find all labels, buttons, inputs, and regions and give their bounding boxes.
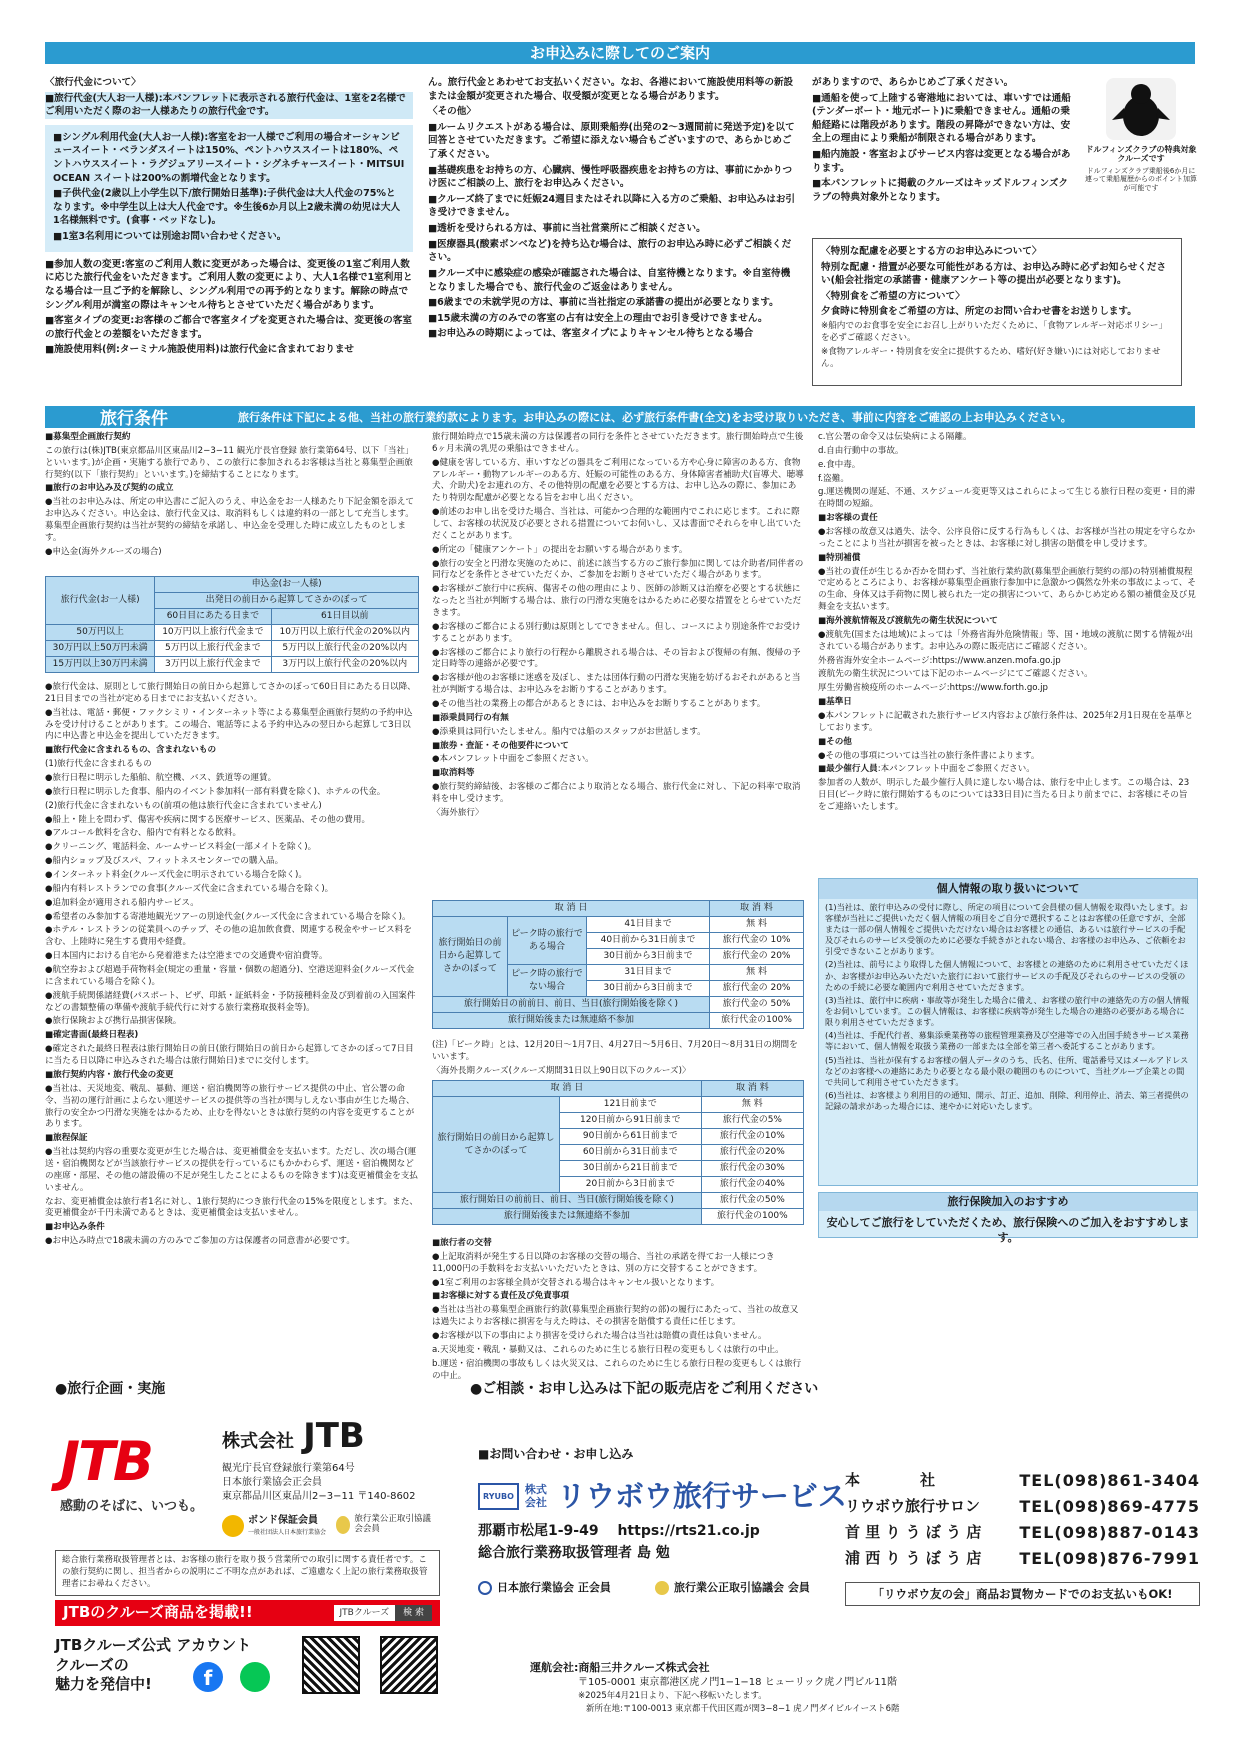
infection-text: ■クルーズ中に感染症の感染が確認された場合は、自室待機となります。※自室待機となりました場合でも、旅行代金のご返金はありません。 <box>428 267 791 293</box>
seller-manager: 総合旅行業務取扱管理者 島 勉 <box>478 1545 670 1561</box>
jata-icon <box>478 1581 492 1595</box>
friend-card-notice: 「リウボウ友の会」商品お買物カードでのお支払いもOK! <box>845 1582 1200 1606</box>
disease-text: ■基礎疾患をお持ちの方、心臓病、慢性呼吸器疾患をお持ちの方は、事前にかかりつけ医にご相談の上、旅行をお申込みください。 <box>428 164 793 190</box>
list-item: 首 里 り う ぼ う 店 TEL(098)887-0143 <box>845 1523 1200 1542</box>
seller-address-line: 那覇市松尾1-9-49 https://rts21.co.jp <box>478 1523 760 1539</box>
allergy-policy-text: ※船内でのお食事を安全にお召し上がりいただくために、「食物アレルギー対応ポリシー」を必ずご確認ください。 <box>821 321 1168 343</box>
dolphins-club-badge <box>1085 78 1197 192</box>
triple-room-text: ■1室3名利用については別途お問い合わせください。 <box>53 231 287 243</box>
conditions-column-2c: ■旅行者の交替 ●上記取消料が発生する日以降のお客様の交替の場合、当社の承諾を得てお一人様につき11,000円の手数料をお支払いいただいたときは、別の方に交替することができます。 ●1室ご利用のお客様全員が交替される場合はキャンセル扱いとなります。 ■お客様に対する責任及び免責事項 ●当社は当社の募集型企画旅行約款(募集型企画旅行契約の部)の履行にあたって、当社の故意又は過失によりお客様に損害を与えた時は、その損害を賠償する責任に任じます。 ●お客様が以下の事由により損害を受けられた場合は当社は賠償の責任は負いません。 a.天災地変・戦乱・暴動又は、これらのために生じる旅行日程の変更もしくは旅行の中止。 b.運送・宿泊機関の事故もしくは火災又は、これらのために生じる旅行日程の変更もしくは旅行の中止。 <box>432 1238 804 1384</box>
facility-fee-text: ■施設使用料(例:ターミナル施設使用料)は旅行代金に含まれておりませ <box>45 344 355 356</box>
privacy-box: 個人情報の取り扱いについて (1)当社は、旅行申込みの受付に際し、所定の項目について会員様の個人情報を取得いたします。お客様が当社にご提供いただく個人情報の項目をご自分で選択することはお客様の任意ですが、全部または一部の個人情報をご提供いただけない場合はお客様との通信、あるいは旅行サービスの手配及びそれらのサービス受領のために必要な手続きがとれない場合、お客様のお申込み、ご依頼をお引受できないことがあります。 (2)当社は、前号により取得した個人情報について、お客様との連絡のために利用させていただくほか、お客様がお申込みいただいた旅行において旅行サービスの手配及びそれらのサービスの受領のための手続に必要な範囲内で利用させていただきます。 (3)当社は、旅行中に疾病・事故等が発生した場合に備え、お客様の旅行中の連絡先の方の個人情報をお伺いしています。この個人情報は、お客様に疾病等が発生した場合の連絡の必要がある場合に限り利用させていただきます。 (4)当社は、手配代行者、募集添乗業務等の旅程管理業務及び空港等での入出国手続きサービス業務等において、個人情報を取扱う業務の一部または全部を第三者へ委託することがあります。 (5)当社は、当社が保有するお客様の個人データのうち、氏名、住所、電話番号又はメールアドレスなどのお客様への連絡にあたり必要となる最小限の範囲のものについて、当社グループ企業との間で共同して利用させていただきます。 (6)当社は、お客様より利用目的の通知、開示、訂正、追加、削除、利用停止、消去、第三者提供の記録の請求があった場合には、速やかに対応いたします。 <box>818 878 1198 1186</box>
table-row: 30日前から3日前まで 旅行代金の 20% <box>433 981 804 997</box>
jtb-logo-text: JTB <box>60 1430 153 1493</box>
substitute-heading: ■旅行者の交替 <box>432 1238 492 1248</box>
branch-list <box>845 1470 1200 1574</box>
room-type-change-text: ■客室タイプの変更:お客様のご都合で客室タイプを変更された場合は、変更後の客室の旅行代金との差額をいただきます。 <box>45 315 412 340</box>
jtb-company: 株式会社 JTB <box>222 1416 365 1456</box>
adult-price-note: ■旅行代金(大人お一人様):本パンフレットに表示される旅行代金は、1室を2名様でご利用いただく際のお一人様あたりの旅行代金です。 <box>45 92 413 119</box>
conditions-column-1 <box>45 432 419 561</box>
list-item: 浦 西 り う ぼ う 店 TEL(098)876-7991 <box>845 1549 1200 1568</box>
privacy-title: 個人情報の取り扱いについて <box>819 879 1197 899</box>
fair-trade-icon <box>336 1516 350 1534</box>
table-row: ピーク時の旅行でない場合 31日目まで 無 料 <box>433 965 804 981</box>
operator-info: 運航会社:商船三井クルーズ株式会社 〒105-0001 東京都港区虎ノ門1−1−18 ヒューリック虎ノ門ビル11階 ※2025年4月21日より、下記へ移転いたします。 新所在地:〒100-0013 東京都千代田区霞が関3−8−1 虎ノ門ダイビルイースト6階 <box>530 1661 900 1714</box>
dialysis-text: ■透析を受けられる方は、事前に当社営業所にご相談ください。 <box>428 223 706 235</box>
single-price-text: ■シングル利用代金(大人お一人様):客室をお一人様でご利用の場合オーシャンビュースイート・ベランダスイートは150%、ペントハウススイートは180%、ペントハウススイート・ラグジュアリースイート・シグネチャースイート・MITSUI OCEAN スイートは200%の割増代金となります。 <box>53 131 405 184</box>
facility-change-text: ■船内施設・客室およびサービス内容は変更となる場合があります。 <box>812 149 1071 174</box>
list-item: リウボウ旅行サロン TEL(098)869-4775 <box>845 1497 1200 1516</box>
table-row: 120日前から91日前まで 旅行代金の5% <box>433 1113 804 1129</box>
table-row: 60日前から31日前まで 旅行代金の20% <box>433 1145 804 1161</box>
long-cruise-cancel-table: 取 消 日 取 消 料 旅行開始日の前日から起算してさかのぼって 121日前まで 無 料 120日前から91日前まで 旅行代金の5% 90日前から61日前まで 旅行代金の10% 60日前から31日前まで 旅行代金の20% 30日前から21日前まで 旅行代金の30% 20日前から3日前まで 旅行代金の40% 旅行開始日の前前日、前日、当日(旅行開始後を除く) 旅行代金の50% 旅行開始後または無連絡不参加 旅行代金の100% <box>432 1080 804 1225</box>
application-text: ●当社のお申込みは、所定の申込書にご記入のうえ、申込金をお一人様あたり下記金額を添えてお申込みください。申込金は、旅行代金又は、取消料もしくは違約料の一部として充当します。募集型企画旅行契約は当社が契約の締結を承諾し、申込金を受理した時に成立したものとします。 <box>45 497 414 543</box>
tender-boat-text: ■通船を使って上陸する寄港地においては、車いすでは通船(テンダーボート・地元ボート)に乗船できません。通船の乗船経路には階段があります。階段の昇降ができない方は、安全上の理由により乗船が制限される場合があります。 <box>812 92 1071 145</box>
insurance-box <box>818 1192 1198 1245</box>
other-heading: 〈その他〉 <box>428 106 476 118</box>
ryubo-logo-icon: RYUBO <box>478 1483 519 1510</box>
operator-name: 運航会社:商船三井クルーズ株式会社 <box>530 1661 710 1674</box>
contact-label: ■お問い合わせ・お申し込み <box>478 1447 634 1461</box>
special-care-box <box>812 238 1182 386</box>
manager-notice: 総合旅行業務取扱管理者とは、お客様の旅行を取り扱う営業所での取引に関する責任者です。この旅行契約に関し、担当者からの説明にご不明な点があれば、ご遠慮なく上記の旅行業務取扱管理者にお尋ねください。 <box>55 1550 440 1596</box>
peak-note: (注)「ピーク時」とは、12月20日〜1月7日、4月27日〜5月6日、7月20日〜8月31日の期間をいいます。 <box>432 1040 798 1062</box>
preschool-text: ■6歳までの未就学児の方は、事前に当社指定の承諾書の提出が必要となります。 <box>428 297 779 309</box>
special-meal-heading: 〈特別食をご希望の方について〉 <box>821 290 965 302</box>
contract-heading: ■募集型企画旅行契約 <box>45 432 131 442</box>
special-care-heading: 〈特別な配慮を必要とする方のお申込みについて〉 <box>821 246 1042 257</box>
consult-title: ●ご相談・お申し込みは下記の販売店をご利用ください <box>470 1381 819 1397</box>
guarantee-heading: ■旅程保証 <box>45 1133 88 1144</box>
table-row: 30日前から3日前まで 旅行代金の 20% <box>433 949 804 965</box>
organizer-title: ●旅行企画・実施 <box>55 1381 166 1397</box>
min-participants-heading: ■最少催行人員 <box>818 764 878 775</box>
fair-trade-icon-2 <box>655 1581 669 1595</box>
list-item: 本 社 TEL(098)861-3404 <box>845 1471 1200 1490</box>
medical-device-text: ■医療器具(酸素ボンベなど)を持ち込む場合は、旅行のお申込み時に必ずご相談ください。 <box>428 238 792 264</box>
jtb-tagline: 感動のそばに、いつも。 <box>60 1499 204 1514</box>
cancel-fee-table: 取 消 日 取 消 料 旅行開始日の前日から起算してさかのぼって ピーク時の旅行である場合 41日目まで 無 料 40日前から31日前まで 旅行代金の 10% 30日前から3日前まで 旅行代金の 20% ピーク時の旅行でない場合 31日目まで 無 料 30日前から3日前まで 旅行代金の 20% 旅行開始日の前前日、前日、当日(旅行開始後を除く) 旅行代金の 50% 旅行開始後または無連絡不参加 旅行代金の100% <box>432 900 804 1029</box>
insurance-text: 安心してご旅行をしていただくため、旅行保険へのご加入をおすすめします。 <box>826 1215 1190 1245</box>
table-row: 旅行開始日の前前日、前日、当日(旅行開始後を除く) 旅行代金の50% <box>433 1193 804 1209</box>
guide-column-1 <box>45 76 413 359</box>
room-request-text: ■ルームリクエストがある場合は、原則乗船券(出発の2〜3週間前に発送予定)を以て回答とさせていただきます。ご希望に添えない場合もございますので、あらかじめご了承ください。 <box>428 121 795 161</box>
overseas-label: 〈海外旅行〉 <box>432 807 484 818</box>
application-heading: ■旅行のお申込み及び契約の成立 <box>45 483 174 494</box>
customer-responsibility-heading: ■お客様の責任 <box>818 513 878 524</box>
search-button[interactable]: 検 索 <box>395 1605 432 1621</box>
conditions-column-1b: ●旅行代金は、原則として旅行開始日の前日から起算してさかのぼって60日目にあたる日以降、21日目までの当社が定める日までにお支払いください。 ●当社は、電話・郵便・ファクシミリ・インターネット等による募集型企画旅行契約の予約申込みを受け付けることがあります。この場合、電話等による予約申込みの翌日から起算して3日以内に申込書と申込金を提出していただきます。 ■旅行代金に含まれるもの、含まれないもの (1)旅行代金に含まれるもの ●旅行日程に明示した船舶、航空機、バス、鉄道等の運賃。 ●旅行日程に明示した食事、船内のイベント参加料(一部有料費を除く)、ホテルの代金。 (2)旅行代金に含まれないもの(前項の他は旅行代金に含まれていません) ●船上・陸上を問わず、傷害や疾病に関する医療サービス、医薬品、その他の費用。 ●アルコール飲料を含む、船内で有料となる飲料。 ●クリーニング、電話料金、ルームサービス料金(一部メイトを除く)。 ●船内ショップ及びスパ、フィットネスセンターでの購入品。 ●インターネット料金(クルーズ代金に明示されている場合を除く)。 ●船内有料レストランでの食事(クルーズ代金に含まれている場合を除く)。 ●追加料金が適用される船内サービス。 ●希望者のみ参加する寄港地観光ツアーの別途代金(クルーズ代金に含まれている場合を除く)。 ●ホテル・レストランの従業員へのチップ、その他の追加飲食費、関連する税金やサービス料を含む、上陸時に発生する費用や経費。 ●日本国内における自宅から発着港または空港までの交通費や宿泊費等。 ●航空券および超過手荷物料金(規定の重量・容量・個数の超過分)、空港送迎料金(クルーズ代金に含まれている場合を除く)。 ●渡航手続関係諸経費(パスポート、ビザ、印紙・証紙料金・予防接種料金及び到着前の入国案件などの書類整備の準備や渡航手続代行に対する旅行業務取扱料金等)。 ●旅行保険および携行品損害保険。 ■確定書面(最終日程表) ●確定された最終日程表は旅行開始日の前日(旅行開始日の前日から起算してさかのぼって7日目に当たる日以降に申込みされた場合は旅行開始日)までに交付します。 ■旅行契約内容・旅行代金の変更 ●当社は、天災地変、戦乱、暴動、運送・宿泊機関等の旅行サービス提供の中止、官公署の命令、当初の運行計画によらない運送サービスの提供等の当社が関与しえない事由が生じた場合、旅行の安全かつ円滑な実施をはかるため、止むを得ないときは旅行契約の内容を変更することがあります。 ■旅程保証 ●当社は契約内容の重要な変更が生じた場合は、変更補償金を支払います。ただし、次の場合(運送・宿泊機関などが当該旅行サービスの提供を行っているにもかかわらず、運送・宿泊機関などの座席・部屋、その他の諸設備の不足が発生したことによるものを除きます)は変更補償金を支払いません。 なお、変更補償金は旅行者1名に対し、1旅行契約につき旅行代金の15%を限度とします。また、変更補償金が千円未満であるときは、変更補償金は支払いません。 ■お申込み条件 ●お申込み時点で18歳未満の方のみでご参加の方は保護者の同意書が必要です。 <box>45 682 418 1247</box>
badge-label: ドルフィンズクラブの特典対象クルーズです <box>1085 144 1197 164</box>
seller-logo: RYUBO 株式会社 リウボウ旅行サービス <box>478 1476 847 1517</box>
pregnancy-text: ■クルーズ終了までに妊娠24週目またはそれ以降に入る方のご乗船、お申込みはお引き受けできません。 <box>428 193 796 219</box>
badge-note: ドルフィンズクラブ乗船後6か月に連って乗船履歴からのポイント加算が可能です <box>1085 166 1197 192</box>
guide-banner <box>45 42 1195 64</box>
conditions-column-3: c.官公署の命令又は伝染病による隔離。 d.自由行動中の事故。 e.食中毒。 f.盗難。 g.運送機関の遅延、不通、スケジュール変更等又はこれらによって生じる旅行日程の変更・目的滞在時間の短縮。 ■お客様の責任 ●お客様の故意又は過失、法令、公序良俗に反する行為もしくは、お客様が当社の規定を守らなかったことにより当社が損害を被ったときは、お客様に対し損害の賠償を申し受けます。 ■特別補償 ●当社の責任が生じるか否かを問わず、当社旅行業約款(募集型企画旅行契約の部)の特別補償規程で定めるところにより、お客様が募集型企画旅行参加中に急激かつ偶然な外来の事故によって、その生命、身体又は手荷物に関し被られた一定の損害について、あらかじめ定める額の補償金及び見舞金を支払います。 ■海外渡航情報及び渡航先の衛生状況について ●渡航先(国または地域)によっては「外務省海外危険情報」等、国・地域の渡航に関する情報が出されている場合があります。お申込みの際に販売店にご確認ください。 外務省海外安全ホームページ:https://www.anzen.mofa.go.jp 渡航先の衛生状況については下記のホームページにてご確認ください。 厚生労働省検疫所のホームページ:https://www.forth.go.jp ■基準日 ●本パンフレットに記載された旅行サービス内容および旅行条件は、2025年2月1日現在を基準としております。 ■その他 ●その他の事項については当社の旅行条件書によります。 ■最少催行人員:本パンフレット中面をご参照ください。 参加者の人数が、明示した最少催行人員に達しない場合は、旅行を中止します。この場合は、23日目(ピーク時に旅行開始するものについては33日目)に当たる日より前までに、お客様にその旨をご連絡いたします。 <box>818 432 1196 813</box>
included-heading: ■旅行代金に含まれるもの、含まれないもの <box>45 745 217 756</box>
under15-text: ■15歳未満の方のみでの客室の占有は安全上の理由でお引き受けできません。 <box>428 312 768 324</box>
child-price-text: ■子供代金(2歳以上小学生以下/旅行開始日基準):子供代金は大人代金の75%となります。※中学生以上は大人代金です。※生後6か月以上2歳未満の幼児は大人1名様無料です。(食事・ベッドなし)。 <box>53 188 401 227</box>
table-row: 15万円以上30万円未満 3万円以上旅行代金まで 3万円以上旅行代金の20%以内 <box>46 657 419 673</box>
liability-heading: ■お客様に対する責任及び免責事項 <box>432 1291 570 1302</box>
table-row: 旅行開始後または無連絡不参加 旅行代金の100% <box>433 1209 804 1225</box>
kids-club-text: ■本パンフレットに掲載のクルーズはキッズドルフィンズクラブの特典対象外となります。 <box>812 178 1069 203</box>
jata-badge: 日本旅行業協会 正会員 <box>478 1580 611 1596</box>
conditions-column-2b <box>432 1040 804 1080</box>
fair-trade-badge-2: 旅行業公正取引協議会 会員 <box>655 1580 810 1596</box>
deposit-col-61: 61日目以前 <box>271 609 418 625</box>
table-row: 30日前から21日前まで 旅行代金の30% <box>433 1161 804 1177</box>
table-row: 旅行開始後または無連絡不参加 旅行代金の100% <box>433 1013 804 1029</box>
jtb-logo <box>60 1424 220 1493</box>
jtb-cruise-banner[interactable] <box>55 1600 440 1626</box>
table-row: 旅行開始日の前日から起算してさかのぼって ピーク時の旅行である場合 41日目まで 無 料 <box>433 917 804 933</box>
table-row: 50万円以上 10万円以上旅行代金まで 10万円以上旅行代金の20%以内 <box>46 625 419 641</box>
deposit-col-60: 60日目にあたる日まで <box>155 609 271 625</box>
itinerary-heading: ■確定書面(最終日程表) <box>45 1030 139 1041</box>
guide-column-2 <box>428 76 798 343</box>
bond-badge: ボンド保証会員 一般社団法人日本旅行業協会 <box>222 1515 326 1537</box>
contract-text: この旅行は(株)JTB(東京都品川区東品川2−3−11 観光庁長官登録 旅行業第64号、以下「当社」といいます。)が企画・実施する旅行であり、この旅行に参加されるお客様は当社と募集型企画旅行契約(以下「旅行契約」といいます。)を締結することになります。 <box>45 445 414 480</box>
table-row: 旅行開始日の前前日、前日、当日(旅行開始後を除く) 旅行代金の 50% <box>433 997 804 1013</box>
price-heading: 〈旅行代金について〉 <box>45 77 141 88</box>
participant-change-text: ■参加人数の変更:客室のご利用人数に変更があった場合は、変更後の1室ご利用人数に応じた旅行代金をいただきます。ご利用人数の変更により、大人1名様で1室利用となる場合は一旦ご予約を解除し、シングル利用での再予約となります。解除の時点でシングル利用が満室の際はキャンセル待ちとさせていただく場合があります。 <box>45 258 413 311</box>
qr-code-line[interactable] <box>380 1636 438 1694</box>
deposit-col-period: 出発日の前日から起算してさかのぼって <box>155 593 419 609</box>
table-row: 40日前から31日前まで 旅行代金の 10% <box>433 933 804 949</box>
cancel-fee-heading: ■取消料等 <box>432 768 475 779</box>
waitlist-text: ■お申込みの時期によっては、客室タイプによりキャンセル待ちとなる場合 <box>428 328 754 340</box>
special-compensation-heading: ■特別補償 <box>818 552 861 563</box>
deposit-table <box>45 576 419 673</box>
fair-trade-badge: 旅行業公正取引協議会会員 <box>336 1515 436 1535</box>
change-heading: ■旅行契約内容・旅行代金の変更 <box>45 1069 174 1080</box>
special-care-text: 特別な配慮・措置が必要な可能性がある方は、お申込み時に必ずお知らせください(船会社指定の承諾書・健康アンケート等の提出が必要となります)。 <box>821 261 1167 287</box>
seller-url[interactable]: https://rts21.co.jp <box>617 1523 760 1539</box>
waitlist-cont: がありますので、あらかじめご了承ください。 <box>812 77 1014 88</box>
conditions-banner <box>45 406 1195 428</box>
facebook-icon[interactable]: f <box>193 1662 223 1692</box>
bond-icon <box>222 1515 244 1537</box>
deposit-col-price: 旅行代金(お一人様) <box>46 577 155 625</box>
conditions-title: 旅行条件 <box>100 409 168 429</box>
deposit-label: ●申込金(海外クルーズの場合) <box>45 546 162 557</box>
escort-heading: ■添乗員同行の有無 <box>432 712 509 723</box>
search-box[interactable]: JTBクルーズ 検 索 <box>334 1605 432 1621</box>
conditions-column-2: 旅行開始時点で15歳未満の方は保護者の同行を条件とさせていただきます。旅行開始時点で生後6ヶ月未満の乳児の乗船はできません。 ●健康を害している方、車いすなどの器具をご利用になっている方や心身に障害のある方、食物アレルギー・動物アレルギーのある方、妊娠の可能性のある方、身体障害者補助犬(盲導犬、聴導犬、介助犬)をお連れの方、その他特別の配慮を必要とする方は、お申し込みの際に、参加にあたり特別な配慮が必要となる旨をお申し出ください。 ●前述のお申し出を受けた場合、当社は、可能かつ合理的な範囲内でこれに応じます。これに際して、お客様の状況及び必要とされる措置についてお伺いし、又は書面でそれらを申し出ていただくことがあります。 ●所定の「健康アンケート」の提出をお願いする場合があります。 ●旅行の安全と円滑な実施のために、前述に該当する方のご旅行参加に関しては介助者/同伴者の同行などを条件とさせていただくか、ご参加をお断りさせていただく場合があります。 ●お客様がご旅行中に疾病、傷害その他の理由により、医師の診断又は治療を必要とする状態になったと当社が判断する場合は、旅行の円滑な実施をはかるために必要な措置をとらせていただきます。 ●お客様のご都合による別行動は原則としてできません。但し、コースにより別途条件でお受けすることがあります。 ●お客様のご都合により旅行の行程から離脱される場合は、その旨および復帰の有無、復帰の予定日時等の連絡が必要です。 ●お客様が他のお客様に迷惑を及ぼし、または団体行動の円滑な実施を妨げるおそれがあると当社が判断する場合は、お申込みをお断りすることがあります。 ●その他当社の業務上の都合があるときには、お申込みをお断りすることがあります。 ■添乗員同行の有無 ●添乗員は同行いたしません。船内では船のスタッフがお世話します。 ■旅券・査証・その他要件について ●本パンフレット中面をご参照ください。 ■取消料等 ●旅行契約締結後、お客様のご都合により取消となる場合、旅行代金に対し、下記の料率で取消料を申し受けます。 〈海外旅行〉 <box>432 432 804 818</box>
table-row: 20日前から3日前まで 旅行代金の40% <box>433 1177 804 1193</box>
other-heading: ■その他 <box>818 736 852 747</box>
qr-code-facebook[interactable] <box>302 1636 360 1694</box>
long-cruise-label: 〈海外長期クルーズ(クルーズ期間31日以上90日以下のクルーズ)〉 <box>432 1065 691 1076</box>
single-price-box <box>45 125 413 252</box>
special-meal-text: 夕食時に特別食をご希望の方は、所定のお問い合わせ書をお送りします。 <box>821 306 1137 318</box>
sns-heading: JTBクルーズ公式 アカウント クルーズの 魅力を発信中! <box>55 1636 252 1693</box>
conditions-note: 旅行条件は下記による他、当社の旅行業約款によります。お申込みの際には、必ず旅行条件書(全文)をお受け取りいただき、事前に内容をご確認の上お申込みください。 <box>238 411 1072 424</box>
payment-text: ●旅行代金は、原則として旅行開始日の前日から起算してさかのぼって60日目にあたる日以降、21日目までの当社が定める日までにお支払いください。 <box>45 682 416 704</box>
guide-banner-title: お申込みに際してのご案内 <box>529 44 710 62</box>
passport-heading: ■旅券・査証・その他要件について <box>432 740 569 751</box>
banner-text: JTBのクルーズ商品を掲載!! <box>63 1603 253 1622</box>
travel-info-heading: ■海外渡航情報及び渡航先の衛生状況について <box>818 616 998 627</box>
allergy-note-text: ※食物アレルギー・特別食を安全に提供するため、嗜好(好き嫌い)には対応しておりません。 <box>821 346 1161 369</box>
table-row: 30万円以上50万円未満 5万円以上旅行代金まで 5万円以上旅行代金の20%以内 <box>46 641 419 657</box>
insurance-title: 旅行保険加入のおすすめ <box>819 1193 1197 1211</box>
deposit-col-deposit: 申込金(お一人様) <box>155 577 419 593</box>
jtb-registration: 観光庁長官登録旅行業第64号 日本旅行業協会正会員 東京都品川区東品川2−3−11 〒140-8602 <box>222 1463 416 1502</box>
facility-fee-cont: ん。旅行代金とあわせてお支払いください。なお、各港において施設使用料等の新設または金額が変更された場合、収受額が変更となる場合があります。 <box>428 77 794 102</box>
conditions-heading: ■お申込み条件 <box>45 1222 105 1233</box>
line-icon[interactable] <box>240 1662 270 1692</box>
table-row: 旅行開始日の前日から起算してさかのぼって 121日前まで 無 料 <box>433 1097 804 1113</box>
base-date-heading: ■基準日 <box>818 697 852 708</box>
guide-column-3 <box>812 76 1072 206</box>
table-row: 90日前から61日前まで 旅行代金の10% <box>433 1129 804 1145</box>
dolphin-icon <box>1106 78 1176 140</box>
phone-booking-text: ●当社は、電話・郵便・ファクシミリ・インターネット等による募集型企画旅行契約の予約申込みを受け付けることがあります。この場合、電話等による予約申込みの翌日から起算して3日以内に申込書と申込金を提出していただきます。 <box>45 707 413 742</box>
